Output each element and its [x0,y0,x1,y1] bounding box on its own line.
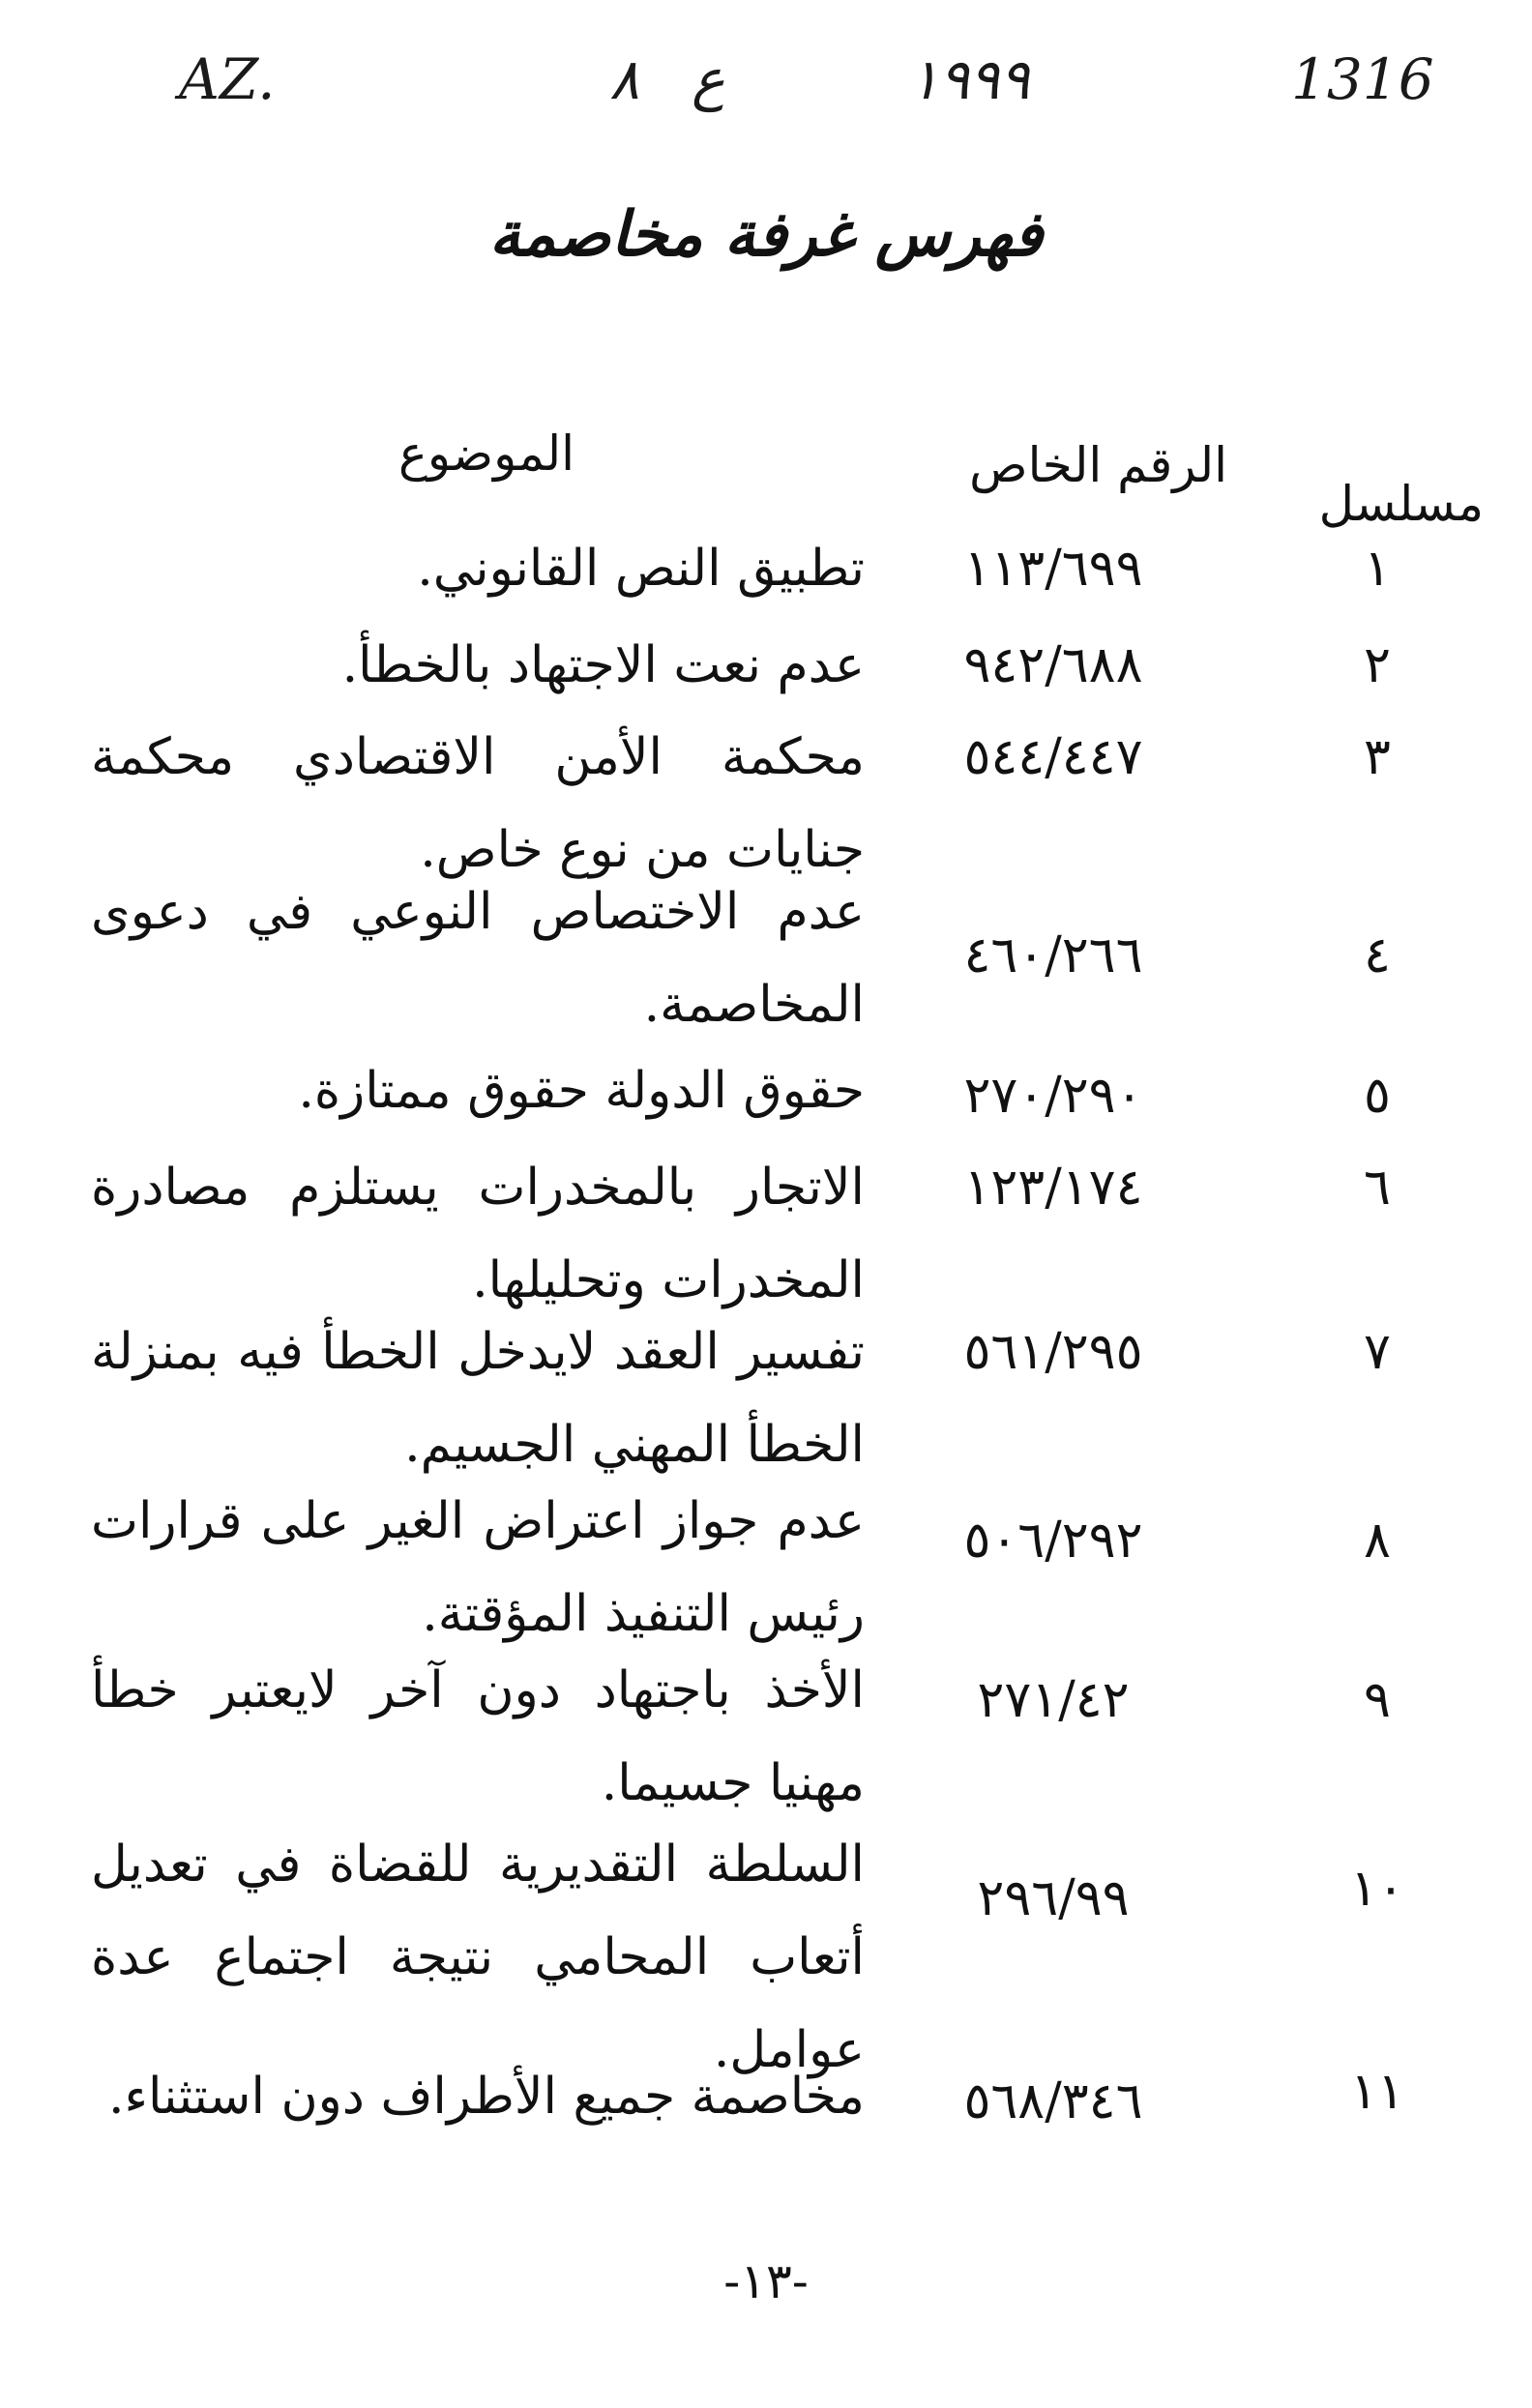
row-number: ٥٦١/٢٩٥ [963,1323,1143,1381]
row-serial: ٥ [1364,1067,1391,1125]
row-number: ٥٦٨/٣٤٦ [963,2072,1143,2130]
row-number: ١٢٣/١٧٤ [963,1159,1143,1217]
row-serial: ٦ [1364,1159,1391,1217]
row-serial: ٧ [1364,1323,1391,1381]
row-number: ٥٠٦/٢٩٢ [963,1512,1143,1570]
row-serial: ٤ [1364,926,1391,984]
row-subject: الاتجار بالمخدرات يستلزم مصادرة المخدرات وتحليلها. [91,1159,865,1309]
column-header-serial: مسلسل [1318,476,1484,532]
row-serial: ١ [1364,540,1391,598]
row-subject: تفسير العقد لايدخل الخطأ فيه بمنزلة الخطأ المهني الجسيم. [91,1323,865,1474]
column-header-subject: الموضوع [398,426,574,482]
row-serial: ١٠ [1350,1860,1404,1918]
handwritten-number: ٨ [609,46,640,112]
row-subject: محكمة الأمن الاقتصادي محكمة جنايات من نوع خاص. [91,728,865,879]
row-number: ٩٤٢/٦٨٨ [963,636,1143,694]
row-subject: عدم جواز اعتراض الغير على قرارات رئيس التنفيذ المؤقتة. [91,1492,865,1643]
row-number: ١١٣/٦٩٩ [963,540,1143,598]
row-number: ٢٧٠/٢٩٠ [963,1067,1143,1125]
page-title: فهرس غرفة مخاصمة [488,198,1044,271]
handwritten-year: ١٩٩٩ [909,46,1030,112]
row-number: ٢٧١/٤٢ [977,1671,1130,1729]
row-subject: عدم الاختصاص النوعي في دعوى المخاصمة. [91,883,865,1034]
row-subject: عدم نعت الاجتهاد بالخطأ. [341,636,865,694]
row-subject: تطبيق النص القانوني. [417,540,865,598]
row-number: ٢٩٦/٩٩ [977,1869,1130,1927]
row-number: ٤٦٠/٢٦٦ [963,926,1143,984]
row-serial: ٣ [1364,728,1391,786]
row-subject: السلطة التقديرية للقضاة في تعديل أتعاب المحامي نتيجة اجتماع عدة عوامل. [91,1835,865,2079]
row-subject: الأخذ باجتهاد دون آخر لايعتبر خطأ مهنيا جسيما. [91,1661,865,1812]
row-serial: ٩ [1364,1671,1391,1729]
row-serial: ١١ [1350,2063,1404,2121]
row-serial: ٢ [1364,636,1391,694]
page-number: -١٣- [723,2253,809,2309]
handwritten-code: 1316 [1291,46,1434,112]
column-header-number: الرقم الخاص [969,437,1227,493]
row-subject: مخاصمة جميع الأطراف دون استثناء. [108,2068,865,2126]
row-subject: حقوق الدولة حقوق ممتازة. [298,1062,865,1120]
row-number: ٥٤٤/٤٤٧ [963,728,1143,786]
row-serial: ٨ [1364,1512,1391,1570]
handwritten-ref: AZ. [179,46,276,112]
handwritten-volume: ع [692,46,725,112]
